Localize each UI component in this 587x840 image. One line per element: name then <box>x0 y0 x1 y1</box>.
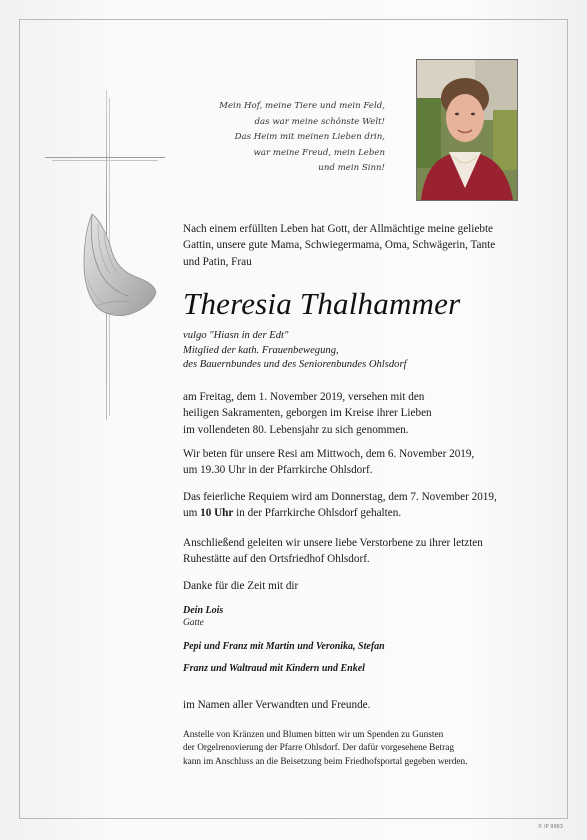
death-line: im vollendeten 80. Lebensjahr zu sich genommen. <box>183 423 409 436</box>
thanks-text: Danke für die Zeit mit dir <box>183 580 299 592</box>
burial-text <box>183 535 533 568</box>
poem-line: war meine Freud, mein Leben <box>253 147 385 158</box>
spouse-role: Gatte <box>183 618 204 628</box>
intro-line: Gattin, unsere gute Mama, Schwiegermama, Oma, Schwägerin, Tante <box>183 239 496 252</box>
requiem-prefix: um <box>183 507 201 520</box>
relatives-text: im Namen aller Verwandten und Freunde. <box>183 699 371 711</box>
affiliation-line: des Bauernbundes und des Seniorenbundes Ohlsdorf <box>183 359 407 371</box>
spouse-name: Dein Lois <box>183 605 224 616</box>
prayer-line: Wir beten für unsere Resi am Mittwoch, dem 6. November 2019, <box>183 448 475 460</box>
cross-beam <box>45 157 165 158</box>
requiem-suffix: in der Pfarrkirche Ohlsdorf gehalten. <box>233 507 402 520</box>
portrait-photo <box>416 59 518 201</box>
death-line: am Freitag, dem 1. November 2019, versehen mit den <box>183 391 425 403</box>
intro-line: und Patin, Frau <box>183 255 252 268</box>
donation-line: kann im Anschluss an die Beisetzung beim Friedhofsportal gegeben werden. <box>183 756 468 767</box>
burial-line: Ruhestätte auf den Ortsfriedhof Ohlsdorf. <box>183 553 370 566</box>
poem-line: Das Heim mit meinen Lieben drin, <box>234 132 385 142</box>
print-code: © IP 9963 <box>537 824 563 830</box>
donation-line: der Orgelrenovierung der Pfarre Ohlsdorf. Der dafür vorgesehene Betrag <box>183 743 454 754</box>
intro-line: Nach einem erfüllten Leben hat Gott, der Allmächtige meine geliebte <box>183 223 494 235</box>
family-line: Pepi und Franz mit Martin und Veronika, Stefan <box>183 641 385 652</box>
requiem-time: 10 Uhr <box>200 507 234 520</box>
affiliation-line: Mitglied der kath. Frauenbewegung, <box>183 344 339 356</box>
deceased-name: Theresia Thalhammer <box>183 286 461 321</box>
family-line: Franz und Waltraud mit Kindern und Enkel <box>183 663 365 674</box>
requiem-line: Das feierliche Requiem wird am Donnerstag, dem 7. November 2019, <box>183 491 497 503</box>
death-line: heiligen Sakramenten, geborgen im Kreise ihrer Lieben <box>183 407 432 420</box>
poem-line: und mein Sinn! <box>318 163 385 173</box>
burial-line: Anschließend geleiten wir unsere liebe Verstorbene zu ihrer letzten <box>183 537 483 549</box>
poem-line: das war meine schönste Welt! <box>254 116 385 127</box>
poem-line: Mein Hof, meine Tiere und mein Feld, <box>219 101 385 111</box>
praying-hands-icon <box>78 210 158 320</box>
donation-text <box>183 729 533 769</box>
intro-text <box>183 221 533 270</box>
donation-line: Anstelle von Kränzen und Blumen bitten wir um Spenden zu Gunsten <box>183 730 444 740</box>
death-text <box>183 389 533 438</box>
prayer-line: um 19.30 Uhr in der Pfarrkirche Ohlsdorf. <box>183 464 373 477</box>
affiliation-line: vulgo "Hiasn in der Edt" <box>183 330 289 341</box>
poem <box>190 99 385 177</box>
affiliations <box>183 329 533 373</box>
requiem-text <box>183 489 533 522</box>
cross-beam-shadow <box>52 160 158 161</box>
prayer-text <box>183 446 533 479</box>
requiem-line <box>183 505 533 521</box>
portrait-image <box>417 60 517 200</box>
